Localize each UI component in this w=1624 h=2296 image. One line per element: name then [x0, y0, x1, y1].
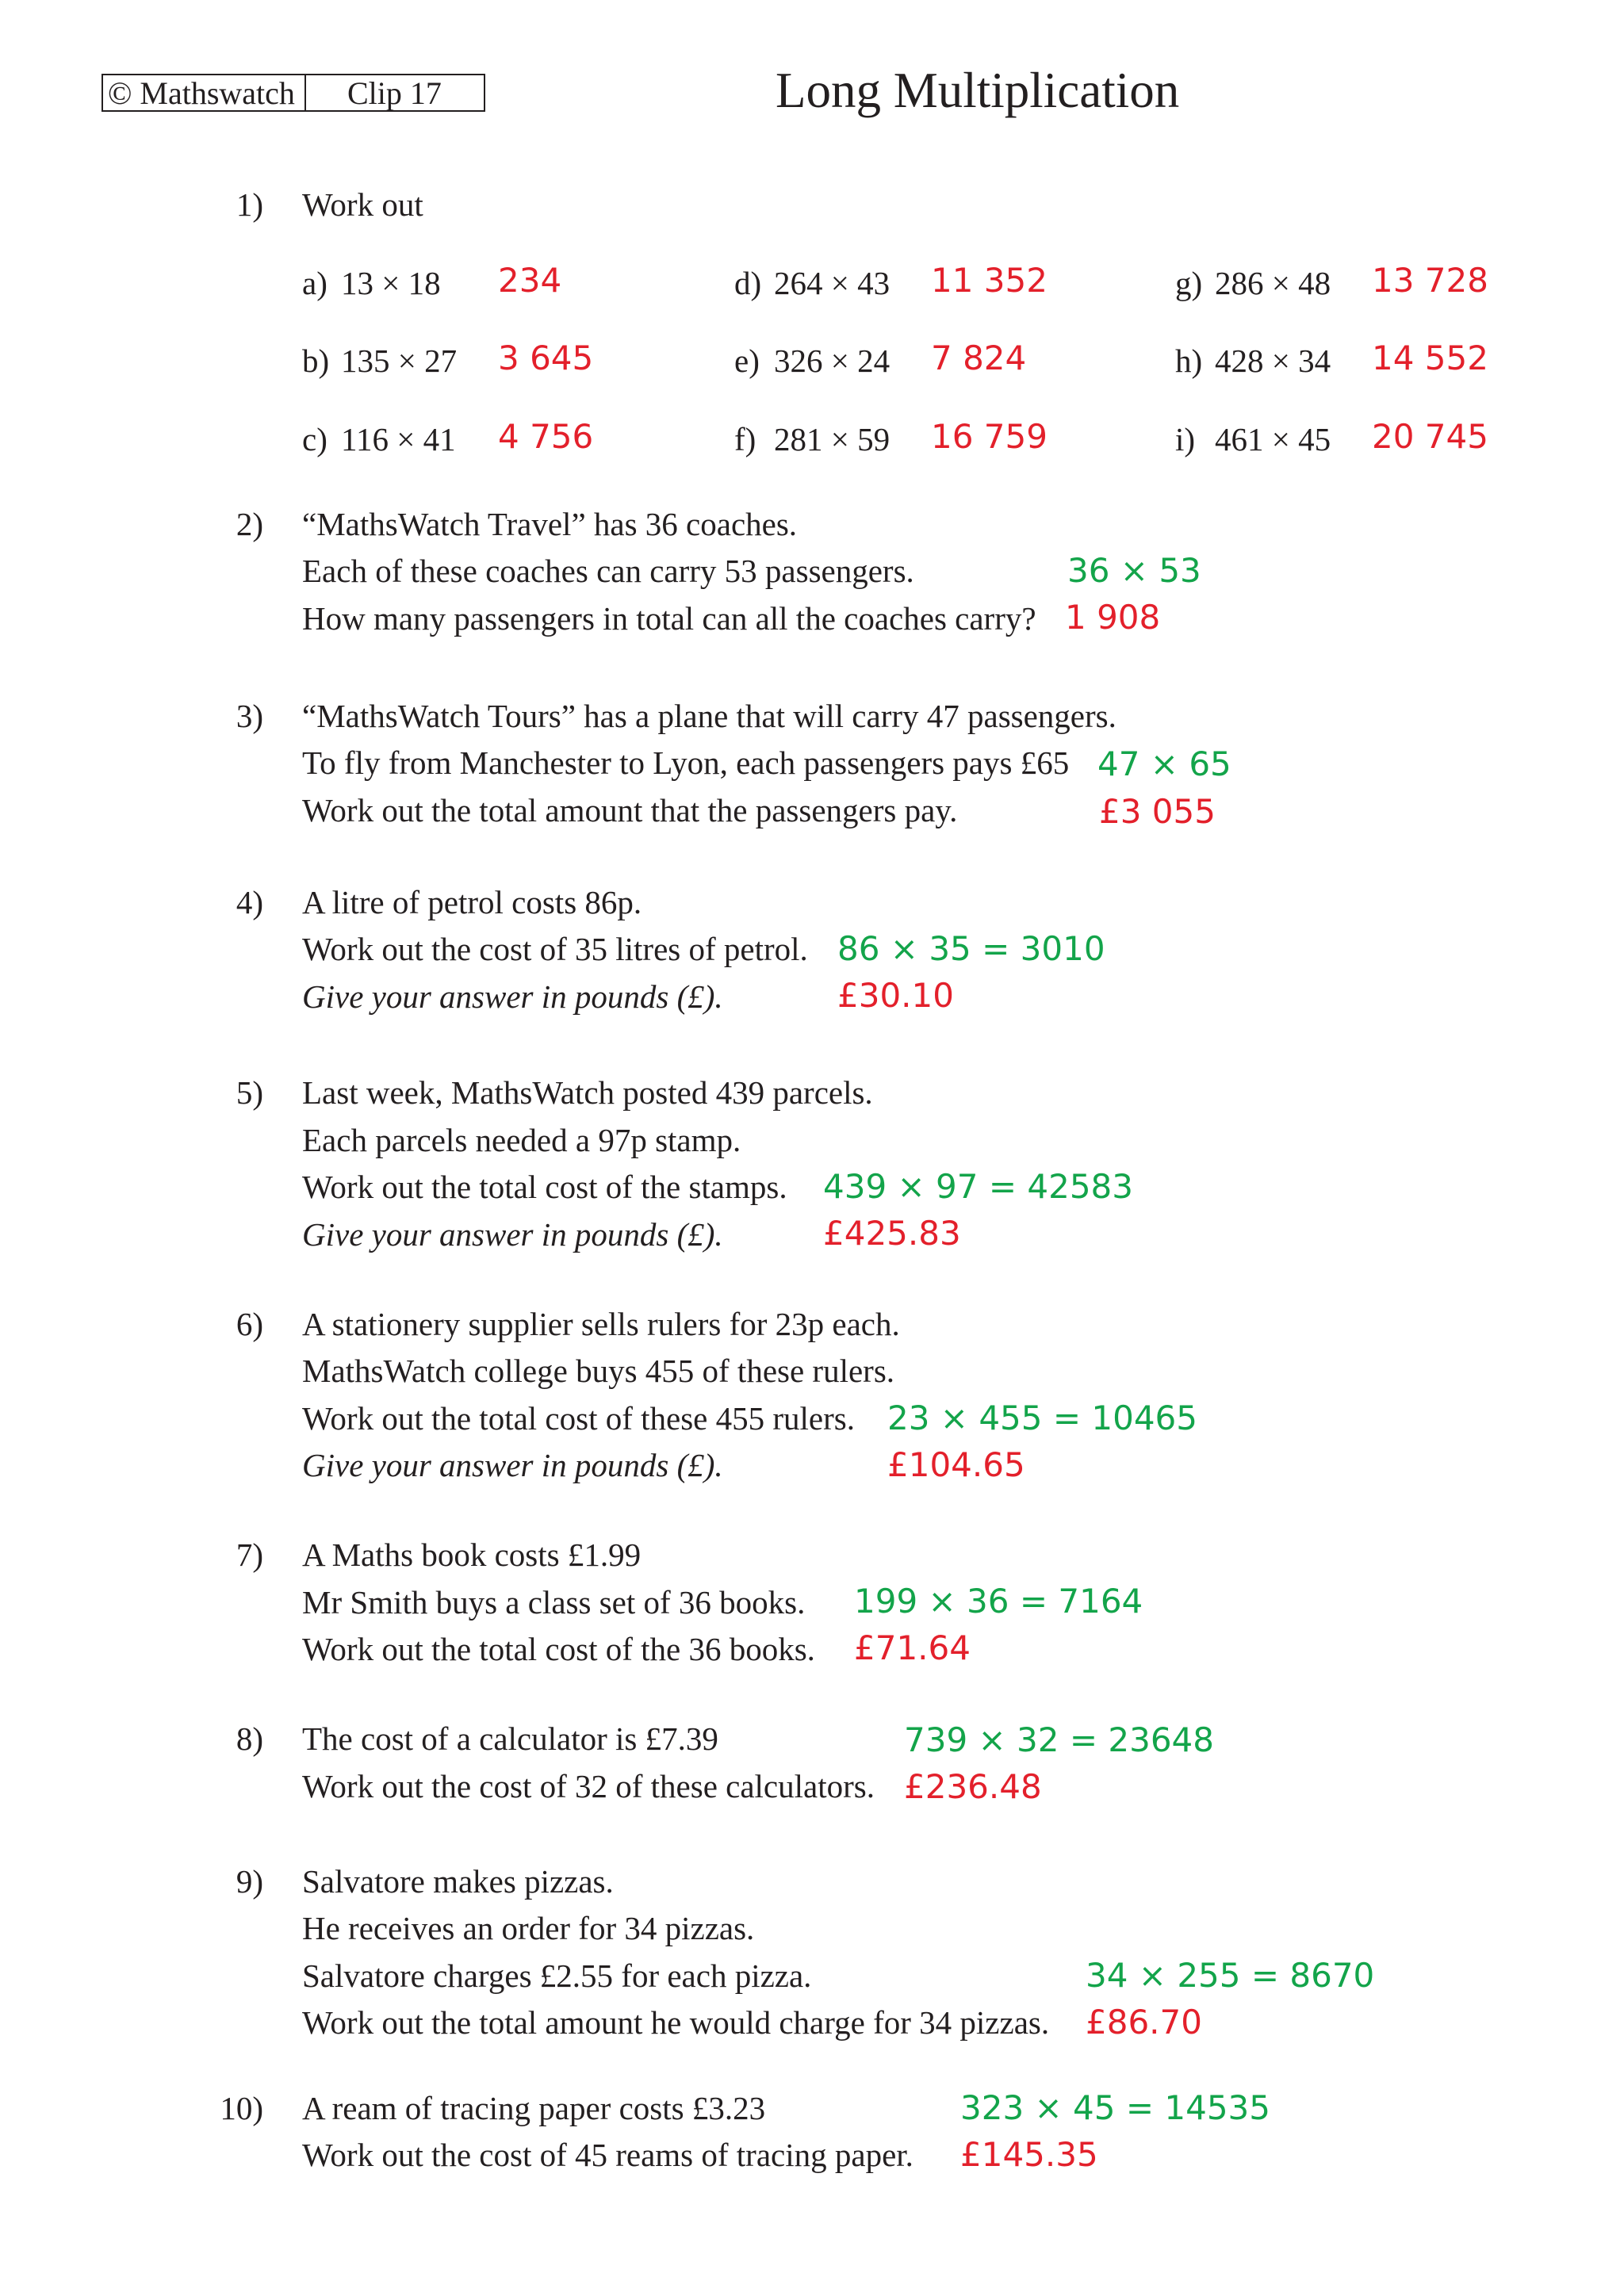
copyright-label: © Mathswatch [103, 75, 306, 110]
question-line: Work out the total cost of the 36 books. [302, 1631, 815, 1667]
working-text: 439 × 97 = 42583 [823, 1167, 1134, 1206]
q1-part-expr: 264 × 43 [774, 265, 891, 301]
q1-part-answer: 3 645 [498, 339, 594, 377]
q1-number: 1) [236, 186, 263, 223]
instruction-line: Give your answer in pounds (£). [302, 1216, 723, 1253]
question-line: A litre of petrol costs 86p. [302, 884, 642, 920]
working-text: 47 × 65 [1097, 744, 1231, 783]
answer-text: £425.83 [823, 1214, 961, 1253]
question-line: He receives an order for 34 pizzas. [302, 1910, 755, 1946]
question-line: “MathsWatch Tours” has a plane that will carry 47 passengers. [302, 698, 1116, 734]
q1-part-expr: 135 × 27 [341, 342, 458, 379]
q1-prompt: Work out [302, 186, 423, 223]
working-text: 34 × 255 = 8670 [1086, 1956, 1375, 1995]
question-line: A ream of tracing paper costs £3.23 [302, 2090, 766, 2126]
question-line: Salvatore charges £2.55 for each pizza. [302, 1957, 812, 1994]
q1-part-expr: 428 × 34 [1215, 342, 1331, 379]
question-line: A stationery supplier sells rulers for 23p each. [302, 1306, 900, 1342]
question-line: To fly from Manchester to Lyon, each passengers pays £65 [302, 744, 1070, 781]
answer-text: £236.48 [904, 1767, 1042, 1806]
q7-number: 7) [236, 1536, 263, 1573]
q1-part-answer: 7 824 [931, 339, 1027, 377]
q1-part-label: f) [734, 421, 756, 457]
q1-part-label: h) [1175, 342, 1203, 379]
clip-label: Clip 17 [347, 75, 442, 111]
question-line: Work out the total cost of these 455 rulers. [302, 1400, 855, 1437]
working-text: 36 × 53 [1067, 551, 1201, 590]
q9-number: 9) [236, 1863, 263, 1900]
working-text: 23 × 455 = 10465 [887, 1399, 1198, 1437]
working-text: 323 × 45 = 14535 [960, 2088, 1271, 2127]
q1-part-expr: 13 × 18 [341, 265, 441, 301]
question-line: Work out the total cost of the stamps. [302, 1169, 787, 1205]
q1-part-answer: 16 759 [931, 417, 1048, 456]
q1-part-expr: 461 × 45 [1215, 421, 1331, 457]
q1-part-answer: 11 352 [931, 261, 1048, 300]
q1-part-label: d) [734, 265, 762, 301]
working-text: 199 × 36 = 7164 [854, 1582, 1143, 1621]
question-line: MathsWatch college buys 455 of these rulers. [302, 1353, 895, 1389]
question-line: The cost of a calculator is £7.39 [302, 1720, 718, 1757]
question-line: “MathsWatch Travel” has 36 coaches. [302, 506, 798, 542]
question-line: Work out the cost of 45 reams of tracing paper. [302, 2137, 914, 2173]
q1-part-label: a) [302, 265, 327, 301]
answer-text: £145.35 [960, 2135, 1098, 2174]
question-line: Salvatore makes pizzas. [302, 1863, 614, 1900]
question-line: Work out the total amount he would charge for 34 pizzas. [302, 2004, 1050, 2041]
question-line: A Maths book costs £1.99 [302, 1536, 642, 1573]
q1-part-answer: 20 745 [1372, 417, 1488, 456]
working-text: 86 × 35 = 3010 [837, 929, 1105, 968]
answer-text: £3 055 [1099, 792, 1216, 831]
question-line: Work out the total amount that the passengers pay. [302, 792, 958, 828]
q8-number: 8) [236, 1720, 263, 1757]
q1-part-answer: 14 552 [1372, 339, 1488, 377]
q1-part-label: e) [734, 342, 760, 379]
q1-part-answer: 4 756 [498, 417, 594, 456]
question-line: Last week, MathsWatch posted 439 parcels. [302, 1074, 873, 1111]
question-line: How many passengers in total can all the coaches carry? [302, 600, 1036, 637]
answer-text: 1 908 [1065, 598, 1161, 637]
instruction-line: Give your answer in pounds (£). [302, 978, 723, 1015]
q1-part-answer: 13 728 [1372, 261, 1488, 300]
page-title: Long Multiplication [776, 63, 1180, 118]
instruction-line: Give your answer in pounds (£). [302, 1447, 723, 1483]
header-box [102, 74, 485, 112]
question-line: Each of these coaches can carry 53 passengers. [302, 553, 914, 589]
q4-number: 4) [236, 884, 263, 920]
working-text: 739 × 32 = 23648 [904, 1720, 1215, 1759]
q5-number: 5) [236, 1074, 263, 1111]
q3-number: 3) [236, 698, 263, 734]
q1-part-label: c) [302, 421, 327, 457]
question-line: Work out the cost of 32 of these calculators. [302, 1768, 875, 1804]
q1-part-expr: 326 × 24 [774, 342, 891, 379]
answer-text: £104.65 [887, 1445, 1025, 1484]
question-line: Work out the cost of 35 litres of petrol. [302, 931, 808, 967]
answer-text: £30.10 [837, 976, 954, 1015]
q1-part-answer: 234 [498, 261, 562, 300]
q6-number: 6) [236, 1306, 263, 1342]
q1-part-expr: 281 × 59 [774, 421, 891, 457]
answer-text: £71.64 [854, 1628, 971, 1667]
question-line: Each parcels needed a 97p stamp. [302, 1122, 741, 1158]
q2-number: 2) [236, 506, 263, 542]
answer-text: £86.70 [1086, 2003, 1202, 2042]
q1-part-expr: 286 × 48 [1215, 265, 1331, 301]
q1-part-label: g) [1175, 265, 1203, 301]
q10-number: 10) [220, 2090, 263, 2126]
q1-part-expr: 116 × 41 [341, 421, 456, 457]
q1-part-label: b) [302, 342, 330, 379]
question-line: Mr Smith buys a class set of 36 books. [302, 1584, 806, 1621]
q1-part-label: i) [1175, 421, 1196, 457]
